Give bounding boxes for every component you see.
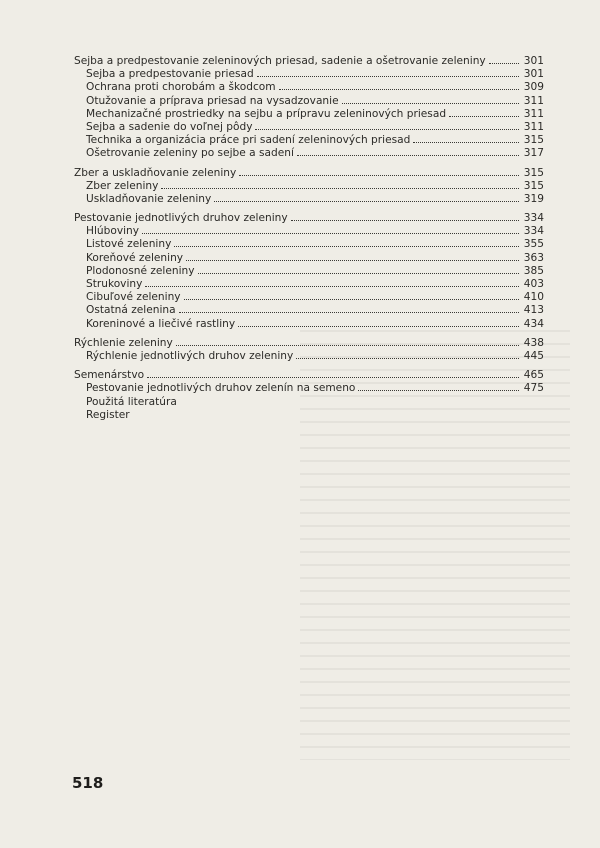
toc-page: 410 (523, 291, 544, 304)
toc-title: Zber a uskladňovanie zeleniny (74, 166, 237, 179)
toc-title: Uskladňovanie zeleniny (86, 192, 212, 205)
toc-page: 363 (523, 251, 544, 264)
toc-page: 315 (523, 166, 544, 179)
dot-leader (279, 81, 519, 90)
toc-section (74, 212, 544, 225)
toc-entry (74, 278, 544, 291)
toc-page: 301 (523, 55, 544, 67)
toc-entry (74, 382, 544, 395)
toc-entry (74, 121, 544, 134)
toc-page: 355 (523, 238, 544, 251)
toc-title: Strukoviny (86, 278, 143, 290)
toc-page: 309 (523, 81, 544, 94)
toc-entry (74, 396, 544, 409)
toc-title: Listové zeleniny (86, 238, 172, 251)
dot-leader (142, 225, 519, 234)
toc-entry (74, 108, 544, 121)
toc-title: Sejba a predpestovanie zeleninových priesad, sadenie a ošetrovanie zeleniny (74, 55, 486, 67)
toc-entry (74, 68, 544, 81)
toc-title: Použitá literatúra (86, 395, 177, 408)
toc-entry (74, 409, 544, 422)
toc-title: Hlúboviny (86, 225, 140, 238)
dot-leader (257, 68, 519, 77)
toc-entry (74, 238, 544, 251)
dot-leader (147, 369, 519, 378)
toc-entry (74, 225, 544, 238)
toc-title: Zber zeleniny (86, 179, 159, 192)
table-of-contents (74, 55, 544, 422)
dot-leader (291, 212, 519, 221)
toc-entry (74, 180, 544, 193)
toc-title: Sejba a predpestovanie priesad (86, 68, 254, 81)
dot-leader (180, 396, 519, 404)
dot-leader (413, 134, 519, 143)
toc-title: Rýchlenie jednotlivých druhov zeleniny (86, 349, 294, 362)
toc-title: Sejba a sadenie do voľnej pôdy (86, 120, 253, 133)
toc-title: Mechanizačné prostriedky na sejbu a prípravu zeleninových priesad (86, 107, 447, 120)
toc-title: Plodonosné zeleniny (86, 264, 195, 277)
toc-page: 317 (523, 147, 544, 160)
toc-entry (74, 193, 544, 206)
dot-leader (489, 55, 519, 64)
dot-leader (342, 95, 519, 104)
toc-title: Koreninové a liečivé rastliny (86, 317, 236, 330)
dot-leader (239, 167, 519, 176)
toc-page: 319 (523, 192, 544, 205)
toc-page: 315 (523, 134, 544, 147)
dot-leader (358, 382, 519, 391)
toc-entry (74, 304, 544, 317)
toc-page: 413 (523, 304, 544, 317)
toc-entry (74, 147, 544, 160)
toc-entry (74, 95, 544, 108)
toc-title: Otužovanie a príprava priesad na vysadzovanie (86, 94, 339, 107)
toc-title: Ochrana proti chorobám a škodcom (86, 81, 276, 94)
toc-title: Register (86, 408, 130, 421)
toc-page: 311 (523, 94, 544, 107)
toc-entry (74, 291, 544, 304)
toc-entry (74, 318, 544, 331)
toc-entry (74, 265, 544, 278)
toc-entry (74, 350, 544, 363)
toc-page: 475 (523, 382, 544, 395)
toc-section (74, 167, 544, 180)
dot-leader (145, 278, 519, 287)
dot-leader (179, 304, 519, 313)
dot-leader (161, 180, 519, 189)
toc-page: 311 (523, 120, 544, 133)
toc-page: 315 (523, 179, 544, 192)
toc-page: 334 (523, 212, 544, 225)
toc-title: Semenárstvo (74, 369, 145, 382)
dot-leader (184, 291, 519, 300)
page-number: 518 (72, 774, 104, 792)
dot-leader (133, 409, 519, 417)
toc-entry (74, 252, 544, 265)
toc-title: Technika a organizácia práce pri sadení zeleninových priesad (86, 134, 411, 147)
toc-title: Ostatná zelenina (86, 304, 176, 317)
toc-page: 334 (523, 225, 544, 238)
toc-page: 311 (523, 107, 544, 120)
toc-title: Cibuľové zeleniny (86, 291, 181, 304)
toc-title: Pestovanie jednotlivých druhov zelenín na semeno (86, 382, 356, 395)
toc-entry (74, 134, 544, 147)
dot-leader (174, 238, 519, 247)
dot-leader (176, 337, 519, 346)
toc-page: 385 (523, 264, 544, 277)
dot-leader (198, 265, 519, 274)
toc-title: Koreňové zeleniny (86, 251, 184, 264)
toc-page: 438 (523, 336, 544, 349)
toc-section (74, 369, 544, 382)
toc-page: 403 (523, 278, 544, 290)
dot-leader (214, 193, 519, 202)
dot-leader (186, 252, 519, 261)
dot-leader (296, 350, 519, 359)
dot-leader (238, 318, 519, 327)
toc-entry (74, 81, 544, 94)
toc-page: 434 (523, 317, 544, 330)
toc-page: 465 (523, 369, 544, 382)
toc-title: Ošetrovanie zeleniny po sejbe a sadení (86, 147, 294, 160)
dot-leader (449, 108, 519, 117)
toc-section (74, 337, 544, 350)
dot-leader (255, 121, 519, 130)
toc-section (74, 55, 544, 68)
toc-page: 301 (523, 68, 544, 81)
toc-title: Pestovanie jednotlivých druhov zeleniny (74, 212, 288, 225)
toc-title: Rýchlenie zeleniny (74, 336, 173, 349)
dot-leader (297, 147, 519, 156)
toc-page: 445 (523, 349, 544, 362)
